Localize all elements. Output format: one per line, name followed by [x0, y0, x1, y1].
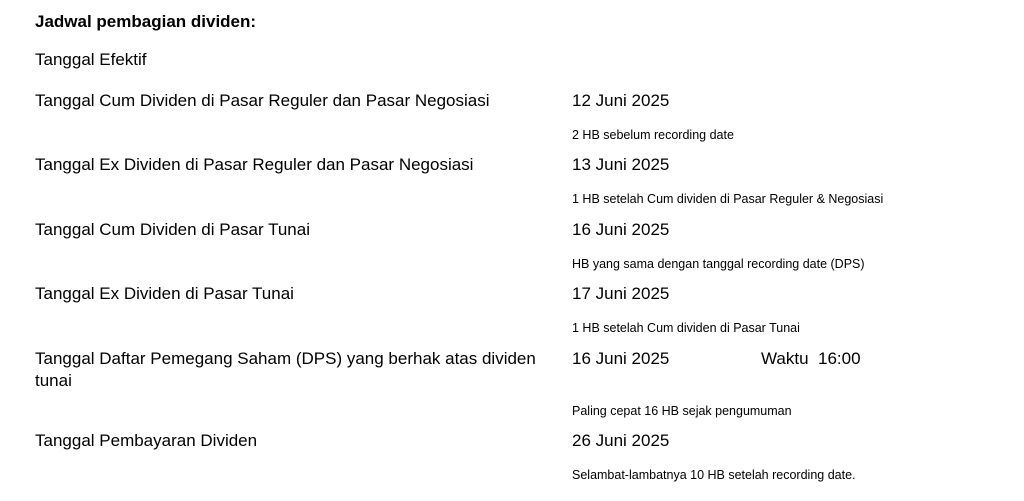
row-label: Tanggal Pembayaran Dividen	[35, 431, 258, 450]
row-note: Selambat-lambatnya 10 HB setelah recording date.	[572, 468, 856, 482]
row-time: Waktu 16:00	[761, 349, 861, 368]
row-note: HB yang sama dengan tanggal recording date (DPS)	[572, 257, 865, 271]
row-date: 17 Juni 2025	[572, 284, 670, 303]
row-label: Tanggal Ex Dividen di Pasar Reguler dan Pasar Negosiasi	[35, 155, 474, 174]
effective-date-heading: Tanggal Efektif	[35, 50, 147, 69]
row-label: Tanggal Ex Dividen di Pasar Tunai	[35, 284, 294, 303]
row-note: 1 HB setelah Cum dividen di Pasar Reguler & Negosiasi	[572, 192, 884, 206]
row-label: Tanggal Cum Dividen di Pasar Tunai	[35, 220, 310, 239]
row-note: 2 HB sebelum recording date	[572, 128, 734, 142]
row-label: Tanggal Cum Dividen di Pasar Reguler dan Pasar Negosiasi	[35, 91, 490, 110]
row-note: Paling cepat 16 HB sejak pengumuman	[572, 404, 792, 418]
row-note: 1 HB setelah Cum dividen di Pasar Tunai	[572, 321, 800, 335]
row-date: 13 Juni 2025	[572, 155, 670, 174]
row-label: Tanggal Daftar Pemegang Saham (DPS) yang berhak atas dividen tunai	[35, 349, 536, 390]
page-title: Jadwal pembagian dividen:	[35, 12, 257, 31]
row-date: 16 Juni 2025	[572, 349, 670, 368]
row-date: 16 Juni 2025	[572, 220, 670, 239]
row-date: 26 Juni 2025	[572, 431, 670, 450]
row-date: 12 Juni 2025	[572, 91, 670, 110]
